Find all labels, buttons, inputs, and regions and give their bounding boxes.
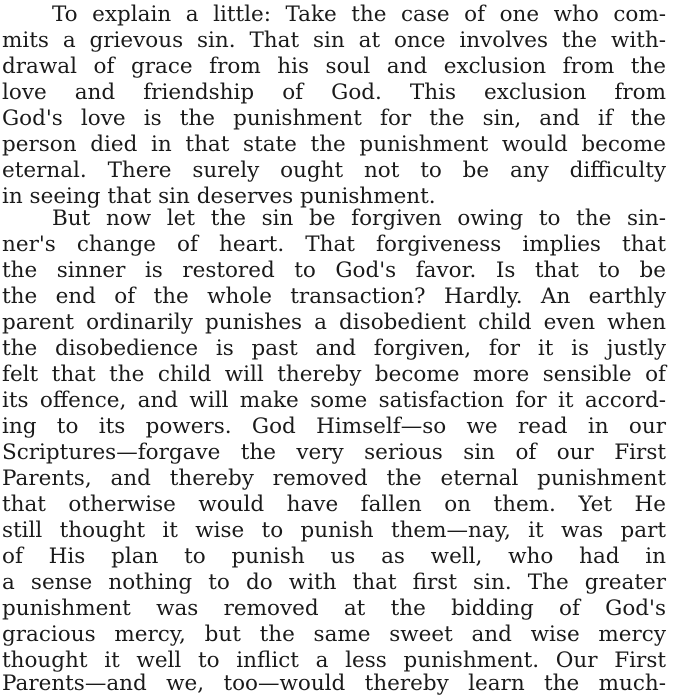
paragraph-2-line-5: parent ordinarily punishes a disobedient child even when — [2, 310, 666, 335]
paragraph-2-line-12: that otherwise would have fallen on them. Yet He — [2, 492, 666, 517]
paragraph-2-line-10: Scriptures—forgave the very serious sin of our First — [2, 440, 666, 465]
paragraph-1-line-2: mits a grievous sin. That sin at once involves the with- — [2, 28, 666, 53]
paragraph-1-line-7: eternal. There surely ought not to be any difficulty — [2, 158, 666, 183]
paragraph-1-line-8: in seeing that sin deserves punishment. — [2, 184, 436, 209]
paragraph-2-line-8: its offence, and will make some satisfaction for it accord- — [2, 388, 666, 413]
paragraph-2-line-15: a sense nothing to do with that first sin. The greater — [2, 570, 666, 595]
paragraph-2-line-11: Parents, and thereby removed the eternal punishment — [2, 466, 666, 491]
paragraph-2-line-16: punishment was removed at the bidding of God's — [2, 596, 666, 621]
paragraph-2-line-2: ner's change of heart. That forgiveness implies that — [2, 232, 666, 257]
paragraph-2-line-19: Parents—and we, too—would thereby learn the much- — [2, 671, 666, 696]
paragraph-2-line-13: still thought it wise to punish them—nay, it was part — [2, 518, 666, 543]
paragraph-1-line-4: love and friendship of God. This exclusion from — [2, 80, 666, 105]
paragraph-2-line-1: But now let the sin be forgiven owing to the sin- — [52, 206, 666, 231]
paragraph-2-line-3: the sinner is restored to God's favor. Is that to be — [2, 258, 666, 283]
paragraph-2-line-6: the disobedience is past and forgiven, for it is justly — [2, 336, 666, 361]
paragraph-2-line-18: thought it well to inflict a less punishment. Our First — [2, 648, 666, 673]
paragraph-2-line-4: the end of the whole transaction? Hardly. An earthly — [2, 284, 666, 309]
paragraph-2-line-14: of His plan to punish us as well, who had in — [2, 544, 666, 569]
paragraph-2-line-7: felt that the child will thereby become more sensible of — [2, 362, 666, 387]
paragraph-1-line-3: drawal of grace from his soul and exclusion from the — [2, 54, 666, 79]
paragraph-2-line-9: ing to its powers. God Himself—so we read in our — [2, 414, 666, 439]
paragraph-1-line-6: person died in that state the punishment would become — [2, 132, 666, 157]
paragraph-1-line-5: God's love is the punishment for the sin, and if the — [2, 106, 666, 131]
paragraph-2-line-17: gracious mercy, but the same sweet and wise mercy — [2, 622, 666, 647]
paragraph-1-line-1: To explain a little: Take the case of one who com- — [52, 2, 666, 27]
